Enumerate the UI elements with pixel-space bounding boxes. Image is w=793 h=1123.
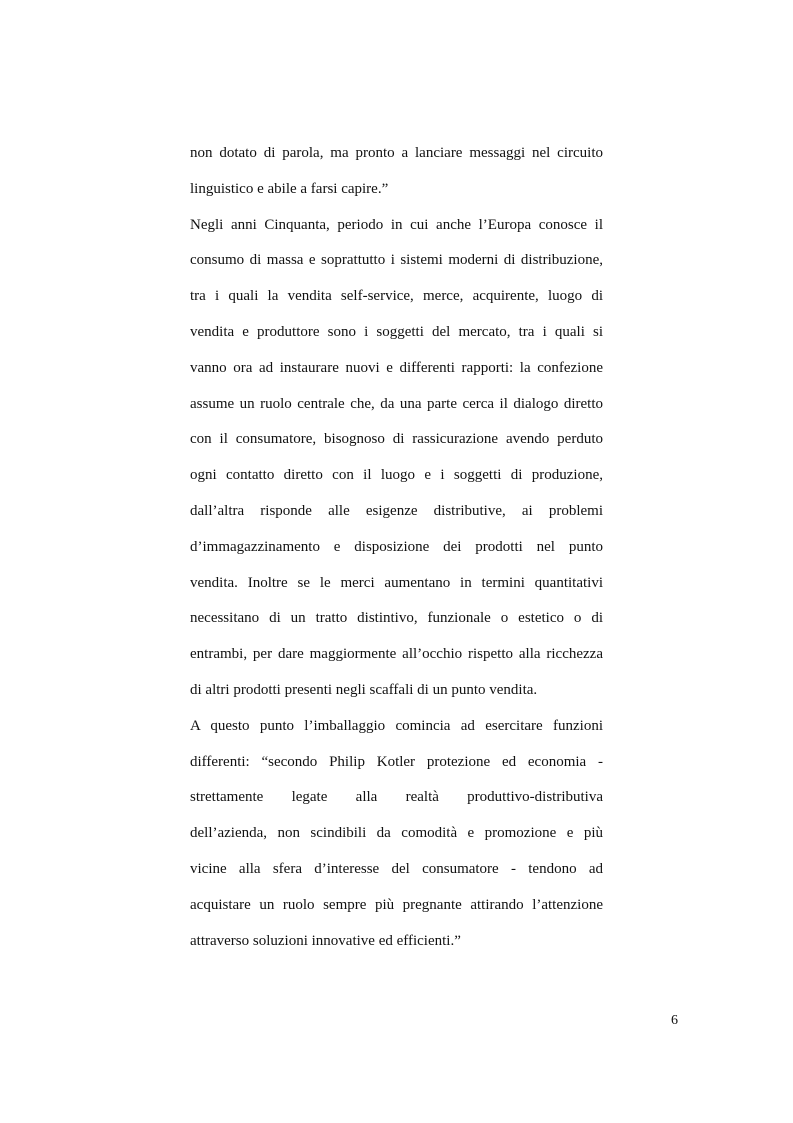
text-line: vicine alla sfera d’interesse del consumatore - tendono ad [190,860,603,877]
text-line: assume un ruolo centrale che, da una parte cerca il dialogo diretto [190,395,603,412]
text-line: vendita e produttore sono i soggetti del mercato, tra i quali si [190,323,603,340]
text-line: d’immagazzinamento e disposizione dei prodotti nel punto [190,538,603,555]
text-line: strettamente legate alla realtà produttivo-distributiva [190,789,603,806]
text-line: tra i quali la vendita self-service, merce, acquirente, luogo di [190,288,603,305]
page-number: 6 [671,1013,678,1028]
text-line: di altri prodotti presenti negli scaffali di un punto vendita. [190,681,538,698]
text-line: differenti: “secondo Philip Kotler protezione ed economia - [190,753,603,770]
text-line: Negli anni Cinquanta, periodo in cui anche l’Europa conosce il [190,216,603,233]
text-line: acquistare un ruolo sempre più pregnante attirando l’attenzione [190,896,603,913]
text-line: dell’azienda, non scindibili da comodità e promozione e più [190,825,603,842]
text-line: necessitano di un tratto distintivo, funzionale o estetico o di [190,610,603,627]
text-line: entrambi, per dare maggiormente all’occhio rispetto alla ricchezza [190,646,603,663]
text-line: attraverso soluzioni innovative ed efficienti.” [190,932,461,949]
text-line: non dotato di parola, ma pronto a lanciare messaggi nel circuito [190,145,603,161]
text-line: ogni contatto diretto con il luogo e i soggetti di produzione, [190,467,603,484]
text-line: linguistico e abile a farsi capire.” [190,180,389,197]
document-body [190,139,603,962]
text-line: con il consumatore, bisognoso di rassicurazione avendo perduto [190,431,603,448]
text-line: vendita. Inoltre se le merci aumentano in termini quantitativi [190,574,603,591]
text-line: dall’altra risponde alle esigenze distributive, ai problemi [190,502,603,519]
text-line: A questo punto l’imballaggio comincia ad esercitare funzioni [190,717,603,734]
text-line: vanno ora ad instaurare nuovi e differenti rapporti: la confezione [190,359,603,376]
text-line: consumo di massa e soprattutto i sistemi moderni di distribuzione, [190,252,603,269]
